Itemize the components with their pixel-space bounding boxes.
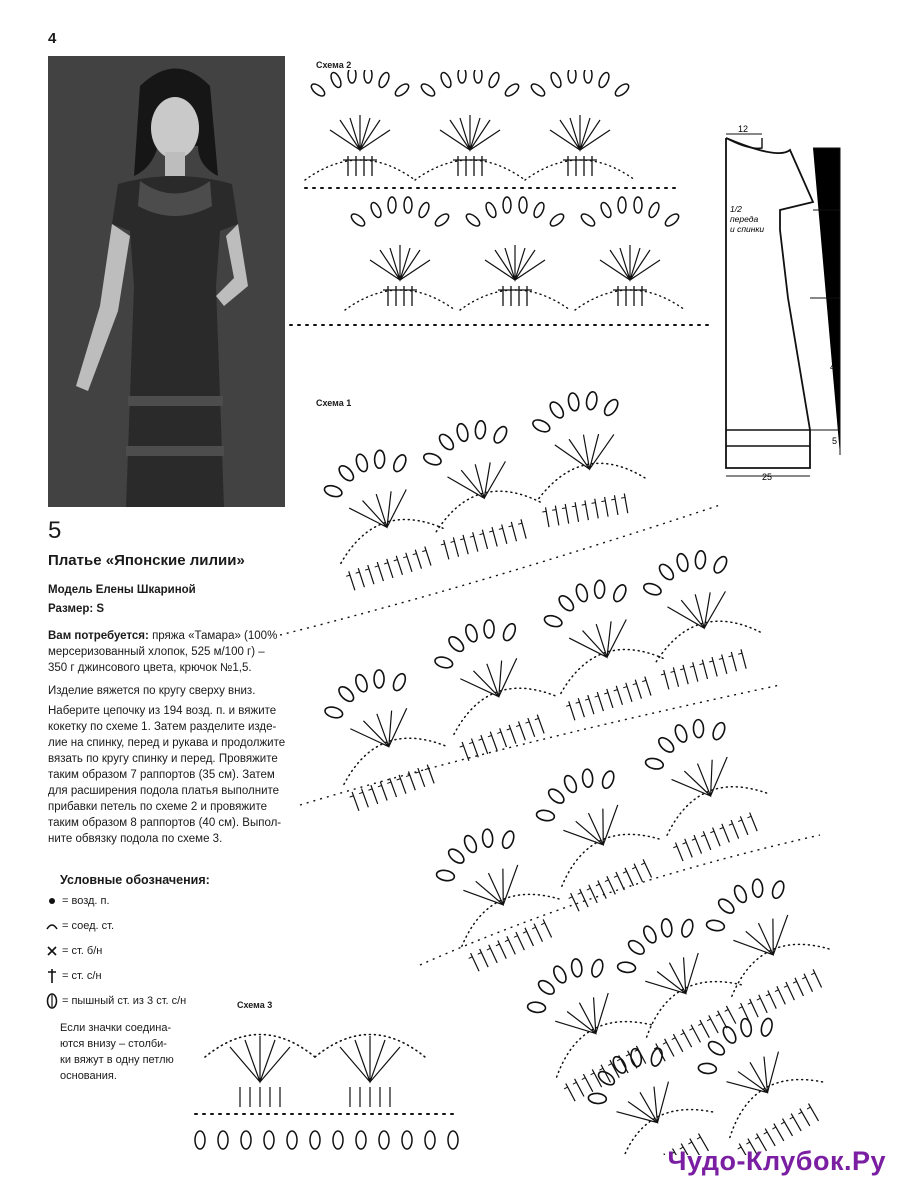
legend-item: = ст. б/н: [44, 943, 102, 959]
materials-line: [48, 628, 277, 644]
scheme-2-chart: [285, 70, 715, 332]
legend-note: ки вяжут в одну петлю: [60, 1054, 174, 1066]
model-number: 5: [48, 517, 62, 544]
puff-icon: [44, 993, 60, 1009]
legend-item: = возд. п.: [44, 893, 110, 909]
materials-text: мерсеризованный хлопок, 525 м/100 г) –: [48, 646, 265, 658]
model-photo: [48, 56, 285, 507]
scheme-1-label: Схема 1: [316, 398, 352, 408]
instruction-line: кокетку по схеме 1. Затем разделите изде-: [48, 721, 277, 733]
materials-label: Вам потребуется:: [48, 630, 149, 642]
scheme-2-label: Схема 2: [316, 60, 352, 70]
height-5: 5: [832, 436, 838, 446]
intro-text: Изделие вяжется по кругу сверху вниз.: [48, 685, 256, 697]
cross-icon: [44, 943, 60, 959]
height-35: 35: [830, 256, 841, 266]
legend-item: = пышный ст. из 3 ст. с/н: [44, 993, 186, 1009]
pattern-bottom-width: 25: [762, 472, 773, 482]
instruction-line: вязать по кругу спинку и перед. Провяжите: [48, 753, 278, 765]
instruction-line: ните обвязку подола по схеме 3.: [48, 833, 223, 845]
height-16: 16: [830, 176, 841, 186]
instruction-line: для расширения подола платья выполните: [48, 785, 280, 797]
legend-item: = соед. ст.: [44, 918, 114, 934]
materials-text: пряжа «Тамара» (100%: [152, 630, 278, 642]
svg-text:переда: переда: [730, 214, 759, 224]
svg-text:1/2: 1/2: [730, 204, 742, 214]
height-40: 40: [830, 362, 841, 372]
dot-icon: [44, 893, 60, 909]
legend-note: ются внизу – столби-: [60, 1038, 167, 1050]
instruction-line: прибавки петель по схеме 2 и провяжите: [48, 801, 267, 813]
instruction-line: таким образом 8 раппортов (40 см). Выпол-: [48, 817, 282, 829]
size: Размер: S: [48, 603, 105, 615]
legend-title: Условные обозначения:: [60, 873, 210, 887]
pattern-top-width: 12: [738, 124, 749, 134]
instruction-line: лие на спинку, перед и рукава и продолжите: [48, 737, 286, 749]
dagger-icon: [44, 968, 60, 984]
legend-note: основания.: [60, 1070, 117, 1082]
model-title: Платье «Японские лилии»: [48, 552, 245, 569]
scheme-3-label: Схема 3: [237, 1000, 273, 1010]
instruction-line: Наберите цепочку из 194 возд. п. и вяжите: [48, 705, 277, 717]
scheme-3-chart: [185, 1012, 470, 1172]
arc-icon: [44, 918, 60, 934]
page-number: 4: [48, 30, 57, 47]
designer: Модель Елены Шкариной: [48, 584, 196, 596]
legend-item: = ст. с/н: [44, 968, 102, 984]
instruction-line: таким образом 7 раппортов (35 см). Затем: [48, 769, 275, 781]
svg-text:и спинки: и спинки: [730, 224, 765, 234]
site-watermark: Чудо-Клубок.Ру: [667, 1146, 886, 1176]
legend-note: Если значки соедина-: [60, 1022, 172, 1034]
materials-text: 350 г джинсового цвета, крючок №1,5.: [48, 662, 252, 674]
